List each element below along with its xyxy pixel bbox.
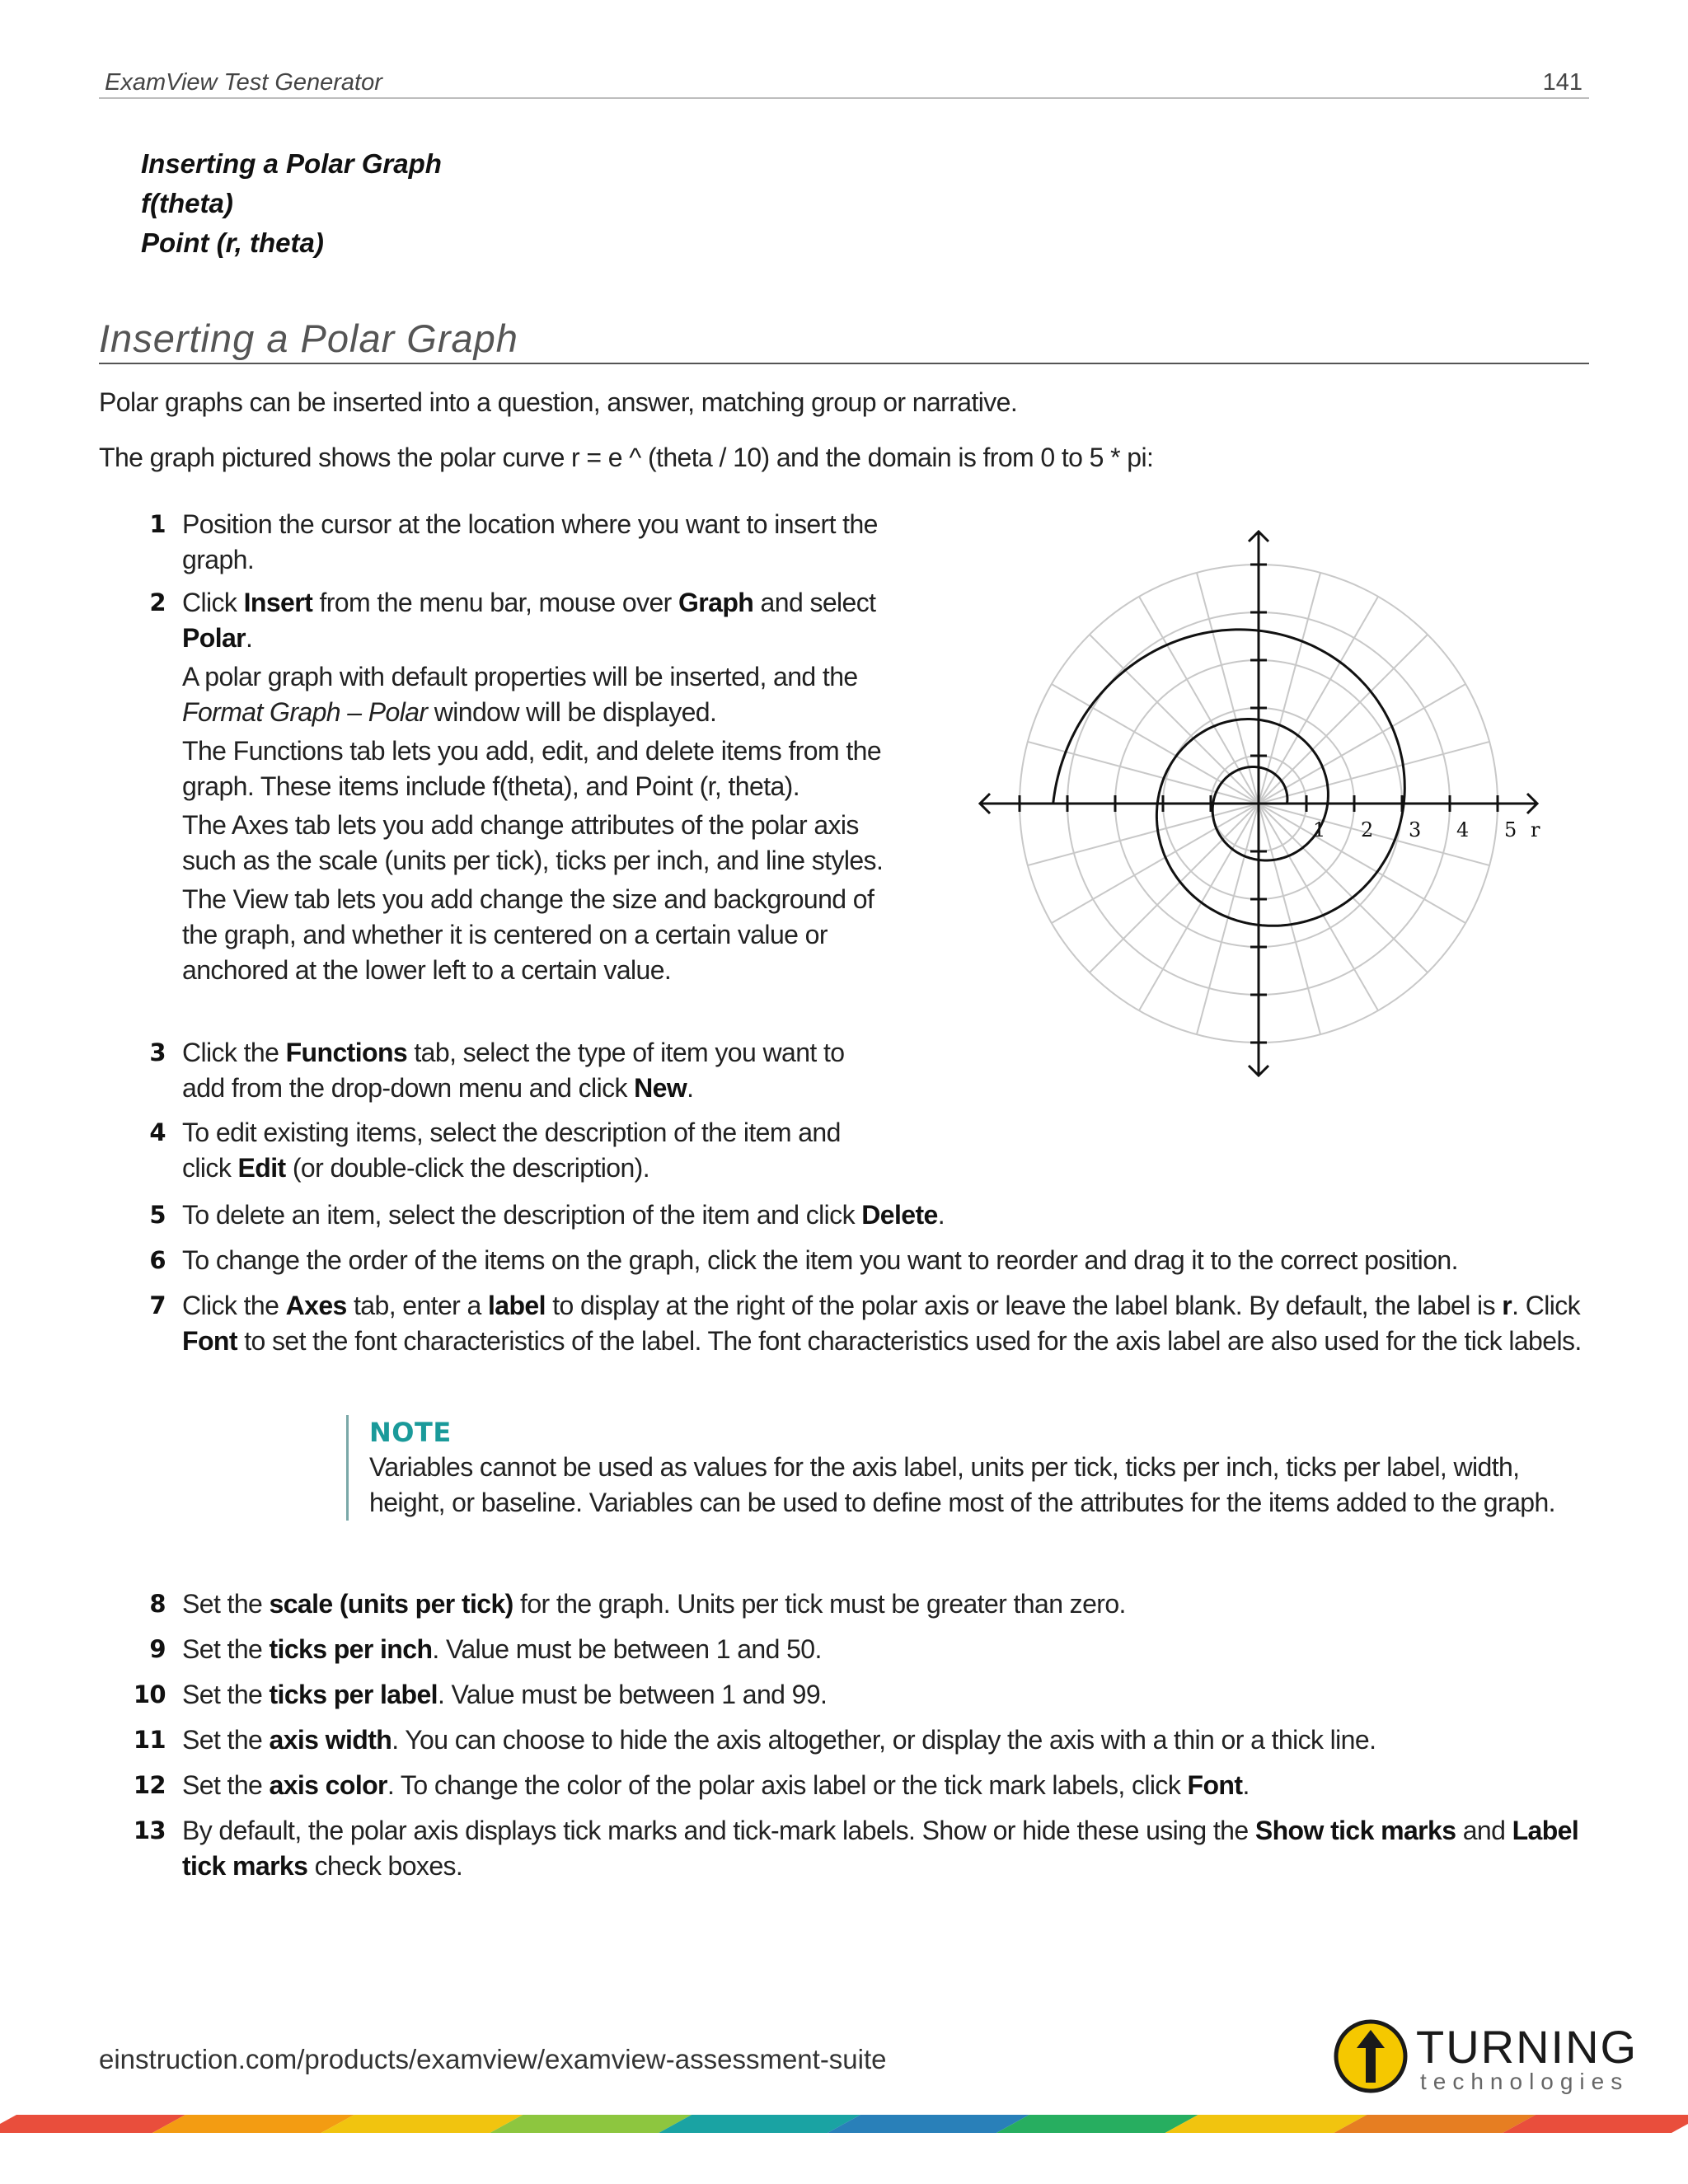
step-3: [149, 1035, 891, 1106]
stripe-segment: [152, 2115, 354, 2133]
step-text: To edit existing items, select the description of the item and click: [182, 1118, 841, 1183]
graph-description: The graph pictured shows the polar curve r = e ^ (theta / 10) and the domain is from 0 to 5 * pi:: [99, 443, 1154, 472]
step-text: . To change the color of the polar axis label or the tick mark labels, click: [387, 1770, 1188, 1800]
polar-grid-spoke: [1259, 597, 1378, 804]
step-text: for the graph. Units per tick must be greater than zero.: [513, 1589, 1126, 1619]
polar-graph-figure: [956, 503, 1550, 1096]
topic-link-point[interactable]: Point (r, theta): [141, 227, 324, 258]
polar-curve: [1053, 630, 1405, 926]
step-number: 1: [149, 510, 166, 538]
step-text: Set the: [182, 1680, 270, 1709]
menu-polar: Polar: [182, 623, 246, 653]
polar-grid-spoke: [1028, 742, 1259, 804]
step-2-detail-4: The View tab lets you add change the size and background of the graph, and whether it is centered on a certain value or anchored at the lower left to a certain value.: [182, 884, 874, 985]
tab-axes: Axes: [285, 1291, 347, 1320]
term-ticks-per-label: ticks per label: [269, 1680, 438, 1709]
step-number: 6: [149, 1246, 166, 1274]
polar-grid-spoke: [1197, 804, 1259, 1034]
step-4: [149, 1115, 891, 1186]
field-label: label: [488, 1291, 546, 1320]
term-axis-color: axis color: [269, 1770, 387, 1800]
step-text: .: [1242, 1770, 1250, 1800]
step-7: [149, 1288, 1583, 1359]
section-heading: Inserting a Polar Graph: [99, 316, 518, 360]
step-text: Position the cursor at the location where you want to insert the graph.: [182, 509, 878, 574]
topic-link-ftheta[interactable]: f(theta): [141, 188, 233, 218]
step-text: Click the: [182, 1038, 286, 1067]
step-text: A polar graph with default properties will be inserted, and the: [182, 662, 858, 691]
button-delete: Delete: [861, 1200, 938, 1230]
step-12: [133, 1768, 1583, 1803]
step-5: [149, 1197, 1583, 1233]
checkbox-show-tick-marks: Show tick marks: [1254, 1816, 1456, 1845]
running-header-title: ExamView Test Generator: [105, 69, 382, 96]
polar-grid-spoke: [1259, 684, 1465, 804]
step-number: 3: [149, 1038, 166, 1066]
step-text: to display at the right of the polar axis or leave the label blank. By default, the label is: [545, 1291, 1503, 1320]
step-text: . Click: [1512, 1291, 1581, 1320]
stripe-segment: [659, 2115, 860, 2133]
topic-list: [141, 144, 442, 263]
polar-grid-spoke: [1090, 804, 1259, 972]
step-number: 13: [133, 1816, 166, 1844]
step-text: to set the font characteristics of the label. The font characteristics used for the axis label are also used for the tick labels.: [237, 1326, 1582, 1356]
step-6: [149, 1243, 1583, 1278]
step-text: .: [246, 623, 253, 653]
stripe-segment: [1334, 2115, 1536, 2133]
header-rule: [99, 97, 1589, 99]
page-number: 141: [1542, 69, 1582, 96]
button-new: New: [634, 1073, 687, 1103]
axis-tick-label: 5: [1504, 818, 1517, 841]
polar-grid-spoke: [1259, 635, 1428, 804]
step-text: .: [687, 1073, 694, 1103]
step-text: tab, select the type of item you want to add from the drop-down menu and click: [182, 1038, 845, 1103]
footer-url[interactable]: einstruction.com/products/examview/examview-assessment-suite: [99, 2044, 887, 2074]
polar-grid-spoke: [1259, 804, 1428, 972]
logo-sub: technologies: [1420, 2069, 1629, 2094]
step-number: 9: [149, 1635, 166, 1663]
stripe-segment: [996, 2115, 1198, 2133]
step-text: window will be displayed.: [427, 697, 717, 727]
axis-tick-label: 4: [1456, 818, 1470, 841]
step-text: . Value must be between 1 and 50.: [432, 1634, 822, 1664]
step-2-detail-3: The Axes tab lets you add change attributes of the polar axis such as the scale (units per tick), ticks per inch, and line styles.: [182, 810, 884, 875]
axis-tick-label: 3: [1409, 818, 1422, 841]
step-number: 5: [149, 1201, 166, 1229]
step-text: and select: [753, 588, 876, 617]
polar-grid-spoke: [1139, 804, 1259, 1010]
polar-grid-spoke: [1090, 635, 1259, 804]
button-font: Font: [1187, 1770, 1243, 1800]
axis-tick-label: 1: [1313, 818, 1326, 841]
topic-link-polar-graph[interactable]: Inserting a Polar Graph: [141, 148, 442, 179]
polar-grid-spoke: [1052, 804, 1259, 923]
turning-technologies-logo: [1334, 2015, 1647, 2097]
step-13: [133, 1813, 1583, 1884]
step-text: Set the: [182, 1589, 270, 1619]
stripe-segment: [490, 2115, 692, 2133]
step-number: 8: [149, 1590, 166, 1618]
step-text: (or double-click the description).: [285, 1153, 649, 1183]
step-number: 2: [149, 588, 166, 616]
stripe-segment: [1165, 2115, 1367, 2133]
step-text: Click the: [182, 1291, 286, 1320]
window-name: Format Graph – Polar: [182, 697, 428, 727]
step-text: from the menu bar, mouse over: [312, 588, 679, 617]
step-text: .: [937, 1200, 945, 1230]
step-1: [149, 507, 891, 578]
step-text: . Value must be between 1 and 99.: [437, 1680, 828, 1709]
polar-grid-spoke: [1139, 597, 1259, 804]
footer-color-stripe: [0, 2115, 1688, 2133]
step-text: Set the: [182, 1770, 270, 1800]
step-text: Click: [182, 588, 244, 617]
step-text: Set the: [182, 1725, 270, 1755]
step-2-detail-2: The Functions tab lets you add, edit, and delete items from the graph. These items include f(theta), and Point (r, theta).: [182, 736, 882, 801]
step-2: [149, 585, 891, 988]
axis-label: r: [1531, 818, 1540, 841]
step-text: and: [1456, 1816, 1512, 1845]
note-title: NOTE: [369, 1417, 452, 1448]
step-text: Set the: [182, 1634, 270, 1664]
step-10: [133, 1677, 1583, 1713]
polar-grid-spoke: [1259, 742, 1489, 804]
checkbox-label-tick-marks: Label tick marks: [182, 1816, 1579, 1881]
menu-graph: Graph: [678, 588, 754, 617]
note-callout: [346, 1415, 1573, 1521]
polar-grid-spoke: [1052, 684, 1259, 804]
tab-functions: Functions: [285, 1038, 408, 1067]
button-font: Font: [182, 1326, 237, 1356]
polar-grid-spoke: [1028, 804, 1259, 865]
button-edit: Edit: [237, 1153, 286, 1183]
step-number: 11: [133, 1726, 166, 1754]
step-11: [133, 1722, 1583, 1758]
intro-paragraph: Polar graphs can be inserted into a question, answer, matching group or narrative.: [99, 387, 1018, 417]
step-2-detail-1: [182, 659, 891, 730]
step-number: 12: [133, 1771, 166, 1799]
term-ticks-per-inch: ticks per inch: [269, 1634, 433, 1664]
term-axis-width: axis width: [269, 1725, 392, 1755]
step-8: [149, 1586, 1583, 1622]
term-scale: scale (units per tick): [269, 1589, 513, 1619]
axis-tick-label: 2: [1361, 818, 1374, 841]
default-label: r: [1502, 1291, 1512, 1320]
step-text: tab, enter a: [346, 1291, 488, 1320]
step-text: check boxes.: [307, 1851, 463, 1881]
note-text: Variables cannot be used as values for the axis label, units per tick, ticks per inch, ticks per label, width, height, or baseline. Variables can be used to define most of the attributes for the items added to the graph.: [369, 1452, 1555, 1517]
polar-grid-spoke: [1259, 804, 1489, 865]
step-text: By default, the polar axis displays tick marks and tick-mark labels. Show or hide these using the: [182, 1816, 1255, 1845]
step-number: 10: [133, 1680, 166, 1708]
step-number: 7: [149, 1291, 166, 1319]
step-text: . You can choose to hide the axis altogether, or display the axis with a thin or a thick line.: [392, 1725, 1376, 1755]
menu-insert: Insert: [243, 588, 313, 617]
step-text: To change the order of the items on the graph, click the item you want to reorder and drag it to the correct position.: [182, 1245, 1458, 1275]
step-text: To delete an item, select the description of the item and click: [182, 1200, 862, 1230]
stripe-segment: [828, 2115, 1029, 2133]
stripe-segment: [321, 2115, 523, 2133]
section-rule: [99, 363, 1589, 364]
logo-word: TURNING: [1416, 2021, 1639, 2073]
step-number: 4: [149, 1118, 166, 1146]
step-9: [149, 1632, 1583, 1667]
polar-grid-spoke: [1197, 573, 1259, 804]
